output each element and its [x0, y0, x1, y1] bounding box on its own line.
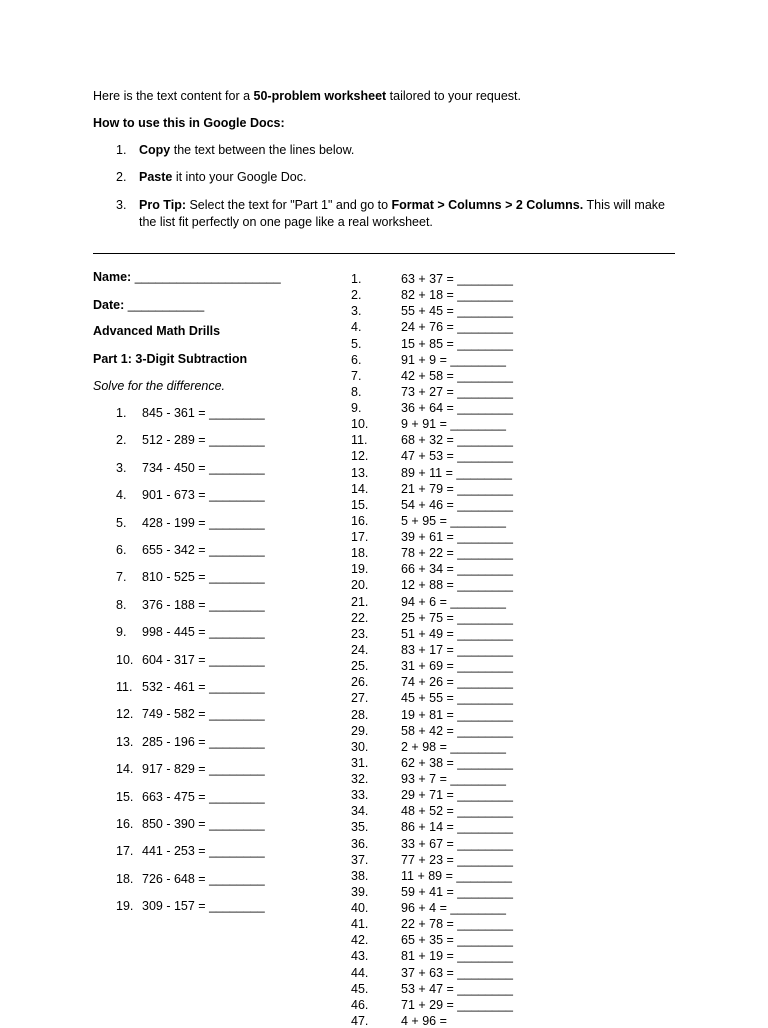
problem-number: 17. [351, 530, 369, 545]
problem-number: 12. [351, 449, 369, 464]
problem-expression: 845 - 361 = ________ [142, 406, 265, 420]
problem-expression: 24 + 76 = ________ [401, 320, 513, 335]
problem-expression: 309 - 157 = ________ [142, 899, 265, 914]
problem-number: 45. [351, 981, 369, 996]
problem-expression: 15 + 85 = ________ [401, 336, 513, 351]
date-label: Date: [93, 298, 125, 312]
problem-number: 4. [351, 320, 362, 335]
problem-expression: 93 + 7 = ________ [401, 772, 506, 787]
problem-number: 6. [116, 543, 127, 557]
problem-expression: 54 + 46 = ________ [401, 497, 513, 512]
step-rest: Select the text for "Part 1" and go to [186, 198, 392, 212]
problem-number: 26. [351, 675, 369, 690]
problem-expression: 94 + 6 = ________ [401, 594, 506, 609]
problem-expression: 441 - 253 = ________ [142, 844, 265, 859]
problem-expression: 12 + 88 = ________ [401, 578, 513, 593]
problem-number: 15. [351, 497, 369, 512]
step-number: 1. [116, 143, 127, 157]
problem-number: 13. [351, 465, 369, 480]
problem-number: 32. [351, 772, 369, 787]
worksheet-title-text: Advanced Math Drills [93, 324, 221, 338]
problem-number: 9. [351, 401, 362, 416]
problem-expression: 9 + 91 = ________ [401, 417, 506, 432]
problem-expression: 532 - 461 = ________ [142, 680, 265, 694]
problem-number: 37. [351, 852, 369, 867]
problem-number: 8. [351, 384, 362, 399]
problem-number: 40. [351, 901, 369, 916]
problem-number: 6. [351, 352, 362, 367]
problem-expression: 749 - 582 = ________ [142, 707, 265, 722]
problem-number: 24. [351, 642, 369, 657]
problem-number: 43. [351, 949, 369, 964]
problem-number: 13. [116, 734, 134, 749]
problem-expression: 21 + 79 = ________ [401, 481, 513, 496]
problem-number: 20. [351, 578, 369, 593]
problem-expression: 59 + 41 = ________ [401, 884, 513, 899]
problem-expression: 285 - 196 = ________ [142, 734, 265, 749]
intro-text [93, 89, 521, 103]
problem-number: 44. [351, 965, 369, 980]
problem-expression: 58 + 42 = ________ [401, 723, 513, 738]
problem-expression: 850 - 390 = ________ [142, 817, 265, 831]
intro-prefix: Here is the text content for a [93, 89, 254, 103]
problem-expression: 29 + 71 = ________ [401, 788, 513, 803]
problem-expression: 11 + 89 = ________ [401, 868, 512, 883]
problem-number: 21. [351, 594, 369, 609]
problem-number: 15. [116, 789, 134, 804]
problem-number: 22. [351, 610, 369, 625]
problem-expression: 663 - 475 = ________ [142, 789, 265, 804]
problem-number: 29. [351, 723, 369, 738]
problem-expression: 47 + 53 = ________ [401, 449, 513, 464]
step-text [139, 198, 665, 212]
problem-expression: 36 + 64 = ________ [401, 401, 513, 416]
date-line [93, 298, 204, 312]
problem-expression: 91 + 9 = ________ [401, 352, 506, 367]
problem-expression: 37 + 63 = ________ [401, 965, 513, 980]
intro-bold: 50-problem worksheet [253, 89, 387, 103]
problem-number: 5. [116, 515, 127, 530]
problem-number: 19. [116, 899, 134, 914]
problem-number: 36. [351, 836, 369, 851]
problem-expression: 22 + 78 = ________ [401, 917, 513, 932]
part-heading-text: Part 1: 3-Digit Subtraction [93, 352, 248, 366]
problem-number: 2. [351, 288, 362, 303]
date-blank: ___________ [127, 298, 205, 312]
problem-number: 7. [116, 570, 127, 585]
problem-number: 10. [351, 417, 369, 432]
problem-number: 2. [116, 433, 127, 448]
problem-number: 9. [116, 625, 127, 640]
problem-expression: 726 - 648 = ________ [142, 871, 265, 886]
problem-number: 16. [351, 513, 369, 528]
problem-number: 46. [351, 997, 369, 1012]
problem-expression: 428 - 199 = ________ [142, 515, 265, 530]
problem-expression: 66 + 34 = ________ [401, 562, 513, 577]
problem-expression: 83 + 17 = ________ [401, 642, 513, 657]
problem-expression: 86 + 14 = ________ [401, 820, 513, 835]
step-rest: the text between the lines below. [170, 143, 355, 157]
problem-expression: 42 + 58 = ________ [401, 368, 513, 383]
problem-expression: 96 + 4 = ________ [401, 901, 506, 916]
problem-expression: 376 - 188 = ________ [142, 597, 265, 612]
step-number: 3. [116, 198, 127, 212]
problem-expression: 604 - 317 = ________ [142, 652, 265, 667]
problem-number: 5. [351, 336, 362, 351]
problem-number: 23. [351, 626, 369, 641]
problem-expression: 25 + 75 = ________ [401, 610, 513, 625]
problem-number: 33. [351, 788, 369, 803]
problem-expression: 2 + 98 = ________ [401, 739, 506, 754]
problem-number: 30. [351, 739, 369, 754]
problem-number: 35. [351, 820, 369, 835]
problem-expression: 48 + 52 = ________ [401, 804, 513, 819]
step-text [139, 170, 306, 184]
howto-heading-text: How to use this in Google Docs: [93, 116, 285, 130]
problem-expression: 4 + 96 = [401, 1013, 447, 1028]
step-rest: it into your Google Doc. [172, 170, 307, 184]
step-rest-2: This will make [583, 198, 665, 212]
problem-number: 25. [351, 659, 369, 674]
step-number: 2. [116, 170, 127, 184]
name-line [93, 270, 281, 284]
step-bold-2: Format > Columns > 2 Columns. [391, 198, 584, 212]
problem-expression: 82 + 18 = ________ [401, 288, 513, 303]
step-text [139, 143, 354, 157]
problem-expression: 810 - 525 = ________ [142, 570, 265, 585]
problem-expression: 33 + 67 = ________ [401, 836, 513, 851]
name-label: Name: [93, 270, 132, 284]
problem-number: 47. [351, 1013, 369, 1028]
step-3-line-2: the list fit perfectly on one page like a real worksheet. [139, 215, 433, 229]
problem-expression: 655 - 342 = ________ [142, 543, 265, 557]
problem-number: 34. [351, 804, 369, 819]
part-heading [93, 352, 247, 366]
problem-expression: 71 + 29 = ________ [401, 997, 513, 1012]
problem-number: 38. [351, 868, 369, 883]
problem-expression: 62 + 38 = ________ [401, 755, 513, 770]
problem-expression: 68 + 32 = ________ [401, 433, 513, 448]
problem-expression: 77 + 23 = ________ [401, 852, 513, 867]
divider-line [93, 253, 675, 254]
problem-expression: 74 + 26 = ________ [401, 675, 513, 690]
problem-expression: 55 + 45 = ________ [401, 304, 513, 319]
instruction-text: Solve for the difference. [93, 379, 226, 393]
problem-number: 4. [116, 488, 127, 503]
problem-number: 14. [351, 481, 369, 496]
problem-number: 12. [116, 707, 134, 722]
problem-number: 31. [351, 755, 369, 770]
problem-expression: 73 + 27 = ________ [401, 384, 513, 399]
problem-number: 28. [351, 707, 369, 722]
problem-expression: 45 + 55 = ________ [401, 691, 513, 706]
problem-expression: 512 - 289 = ________ [142, 433, 265, 448]
problem-expression: 81 + 19 = ________ [401, 949, 513, 964]
problem-expression: 31 + 69 = ________ [401, 659, 513, 674]
problem-expression: 901 - 673 = ________ [142, 488, 265, 503]
problem-number: 19. [351, 562, 369, 577]
problem-number: 16. [116, 817, 134, 831]
problem-number: 11. [351, 433, 368, 448]
problem-number: 3. [116, 460, 127, 475]
problem-expression: 51 + 49 = ________ [401, 626, 513, 641]
step-bold: Pro Tip: [139, 198, 186, 212]
problem-number: 10. [116, 652, 134, 667]
problem-number: 18. [116, 871, 134, 886]
problem-number: 18. [351, 546, 369, 561]
problem-expression: 917 - 829 = ________ [142, 762, 265, 777]
worksheet-title [93, 324, 220, 338]
problem-number: 14. [116, 762, 134, 777]
problem-number: 17. [116, 844, 134, 859]
problem-number: 41. [351, 917, 369, 932]
problem-expression: 5 + 95 = ________ [401, 513, 506, 528]
problem-number: 39. [351, 884, 369, 899]
problem-expression: 65 + 35 = ________ [401, 933, 513, 948]
problem-expression: 19 + 81 = ________ [401, 707, 513, 722]
problem-number: 27. [351, 691, 369, 706]
problem-expression: 39 + 61 = ________ [401, 530, 513, 545]
name-blank: _____________________ [134, 270, 281, 284]
step-bold: Paste [139, 170, 173, 184]
problem-expression: 734 - 450 = ________ [142, 460, 265, 475]
problem-expression: 63 + 37 = ________ [401, 272, 513, 286]
problem-number: 1. [351, 272, 362, 286]
problem-number: 11. [116, 680, 133, 694]
intro-suffix: tailored to your request. [386, 89, 521, 103]
problem-expression: 53 + 47 = ________ [401, 981, 513, 996]
problem-number: 1. [116, 406, 127, 420]
problem-number: 42. [351, 933, 369, 948]
problem-expression: 89 + 11 = ________ [401, 465, 512, 480]
howto-heading [93, 116, 285, 130]
problem-number: 7. [351, 368, 362, 383]
problem-number: 8. [116, 597, 127, 612]
problem-expression: 998 - 445 = ________ [142, 625, 265, 640]
step-bold: Copy [139, 143, 171, 157]
problem-number: 3. [351, 304, 362, 319]
problem-expression: 78 + 22 = ________ [401, 546, 513, 561]
